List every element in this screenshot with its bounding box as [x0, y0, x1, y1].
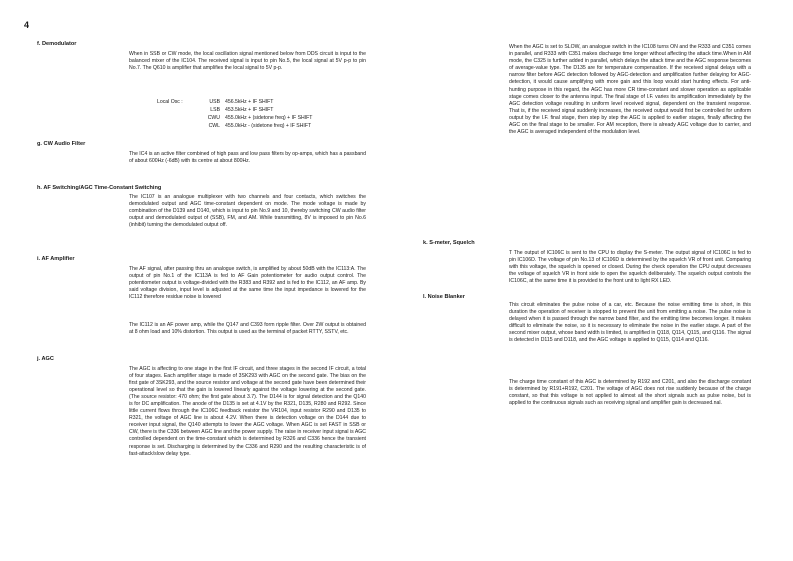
section-heading-smeter-squelch: k. S-meter, Squelch — [423, 240, 475, 246]
section-heading-af-amplifier: i. AF Amplifier — [37, 256, 75, 262]
noise-blanker-text-1: This circuit eliminates the pulse noise of a car, etc. Because the noise emitting time is short, in this duration the operation of receiver is stopped to prevent the unit from emitting a noise. The pulse noise is delayed when it is passed through the narrow band filter, and the emitting time becomes longer. It makes difficult to eliminate the noise, so it is necessary to eliminate the noise in the earlier stage. A part of the second mixer output, whose band width is limited, is amplified in Q118, Q114, Q115, and Q116. The signal is detected in D115 and D118, and the AGC voltage is applied to Q115, Q114 and Q116. — [509, 302, 751, 344]
af-switching-text: The IC107 is an analogue multiplexer with two channels and four contacts, which switches the demodulated output and AGC time-constant dependent on mode. The mode voltage is made by combination of the D139 and D140, which is input to pin No.9 and 10, thereby switching CW audio filter output and demodulated output of (SSB), FM, and AM. While transmitting, 8V is imposed to pin No.6 (inhibit) turning the demodulated output off. — [129, 194, 366, 229]
mode-cwu: CWU — [207, 115, 220, 122]
value-cwl: 455.0kHz - (sidetone freq) + IF SHIFT — [225, 123, 312, 130]
local-osc-table — [157, 98, 312, 130]
section-heading-cw-filter: g. CW Audio Filter — [37, 141, 86, 147]
mode-usb: USB — [209, 99, 220, 105]
local-osc-row-cwu — [157, 114, 312, 122]
section-heading-agc: j. AGC — [37, 356, 54, 362]
agc-continued-text: When the AGC is set to SLOW, an analogue switch in the IC108 turns ON and the R333 and C351 comes in parallel, and R333 with C351 makes discharge time longer without affecting the attack time.When in AM mode, the C325 is further added in parallel, which delays the attack time and the AGC response becomes of average-value type. The D135 are for temperature compensation. If the received signal delays with a narrow filter before AGC detection followed by AGC-detection and amplification further delaying for AGC-detection, it would cause amplifying with more gain and this loop would start hunting effects. For anti-hunting purpose in this regard, the AGC has more CR time-constant and slower operation as applicable stage comes closer to the antenna input. The final stage of I.F. varies its amplification immediately by the AGC detection voltage resulting in uniform level received signal, dependent on the transient response. That is, if the received signal suddenly increases, the received output would first be controlled for uniform output by the I.F. final stage, then step by step the AGC is applied to earlier stages, finally affecting the AGC on the final stage to be smaller. For AM reception, there is already AGC voltage due to carrier, and the AGC is averaged independent of the modulation level. — [509, 44, 751, 136]
value-lsb: 453.5kHz + IF SHIFT — [225, 107, 274, 114]
mode-cwl: CWL — [208, 123, 220, 130]
section-heading-af-switching: h. AF Switching/AGC Time-Constant Switching — [37, 185, 162, 191]
af-amplifier-text-1: The AF signal, after passing thru an analogue switch, is amplified by about 50dB with the IC113:A. The output of pin No.1 of the IC113A is fed to AF Gain potentiometer for audio output control. The potentiometer output is voltage-divided with the R383 and R392 and is fed to the IC112, an AF amp. By said voltage division, input level is adjusted at the same time the input impedance is lowered for the IC112 therefore residue noise is lowered — [129, 266, 366, 301]
section-heading-noise-blanker: l. Noise Blanker — [423, 294, 465, 300]
value-usb: 456.5kHz + IF SHIFT — [225, 99, 274, 105]
cw-filter-text: The IC4 is an active filter combined of high pass and low pass filters by op-amps, which has a passband of about 600Hz (-6dB) with its centre at about 800Hz. — [129, 151, 366, 165]
local-osc-row-cwl — [157, 122, 312, 130]
page-number: 4 — [24, 20, 30, 30]
local-osc-row-lsb — [157, 106, 312, 114]
noise-blanker-text-2: The charge time constant of this AGC is determined by R192 and C201, and also the discharge constant is determined by R191+R192, C201. The voltage of AGC does not rise suddenly because of the charge constant, so that this voltage is not applied to almost all the short signals such as pulse noise, but is applied to the continuous signals such as receiving signal and amplifier gain is decreased.nal. — [509, 379, 751, 407]
smeter-squelch-text: T The output of IC106C is sent to the CPU to display the S-meter. The output signal of IC106C is fed to pin IC106D. The voltage of pin No.13 of IC106D is determined by the squelch VR of front unit. Comparing with this voltage, the squelch is opened or closed. During the check operation the CPU output decreases the voltage of squelch VR in front side to open the squelch deliberately. The squelch output controls the IC106C, at the same time it is provided to the front unit to light RX LED. — [509, 250, 751, 285]
local-osc-row-usb — [157, 98, 312, 106]
local-osc-label: Local Osc : — [157, 99, 183, 105]
value-cwu: 455.0kHz + (sidetone freq) + IF SHIFT — [225, 115, 313, 122]
agc-text: The AGC is affecting to one stage in the first IF circuit, and three stages in the second IF circuit, a total of four stages. Each amplifier stage is made of 3SK293 with AGC on the second gate. The bias on the first gate of 3SK293, and the source resistor and voltage at the second gate have been determined their operational level so that the gain is lowered linearly against the voltage lowering at the second gate. (The source resistor: 470 ohm; the first gate about 3.7). The D144 is for signal detection and the Q140 is for DC amplification. The anode of the D135 is set at 4.1V by the R321, D135, R280 and R292. Since little current flows through the IC106C feedback resistor the VR104, input resistor R290 and D135 to R321, the voltage of AGC line is about 4.2V. When there is detection voltage on the D144 due to receiver input signal, the Q140 attempts to lower the AGC voltage. When AGC is set FAST in SSB or CW, there is the C336 between AGC line and the power supply. The raise in receiver input signal is AGC controlled dependent on the time-constant which is determined by R326 and C336 hence the transient response is set. Discharging is determined by the C336 and R290 and the resulting characteristic is of fast-attack/slow delay type. — [129, 366, 366, 457]
af-amplifier-text-2: The IC112 is an AF power amp, while the Q147 and C393 form ripple filter. Over 2W output is obtained at 8 ohm load and 10% distortion. This output is used as the terminal of packet RTTY, SSTV, etc. — [129, 322, 366, 336]
section-heading-demodulator: f. Demodulator — [37, 41, 77, 47]
mode-lsb: LSB — [210, 107, 220, 114]
demodulator-text: When in SSB or CW mode, the local oscillation signal mentioned below from DDS circuit is input to the balanced mixer of the IC104. The received signal is input to pin No.5, the local signal at 5V p-p to pin No.7. The Q610 is amplifier that amplifies the local signal to 5V p-p. — [129, 51, 366, 72]
